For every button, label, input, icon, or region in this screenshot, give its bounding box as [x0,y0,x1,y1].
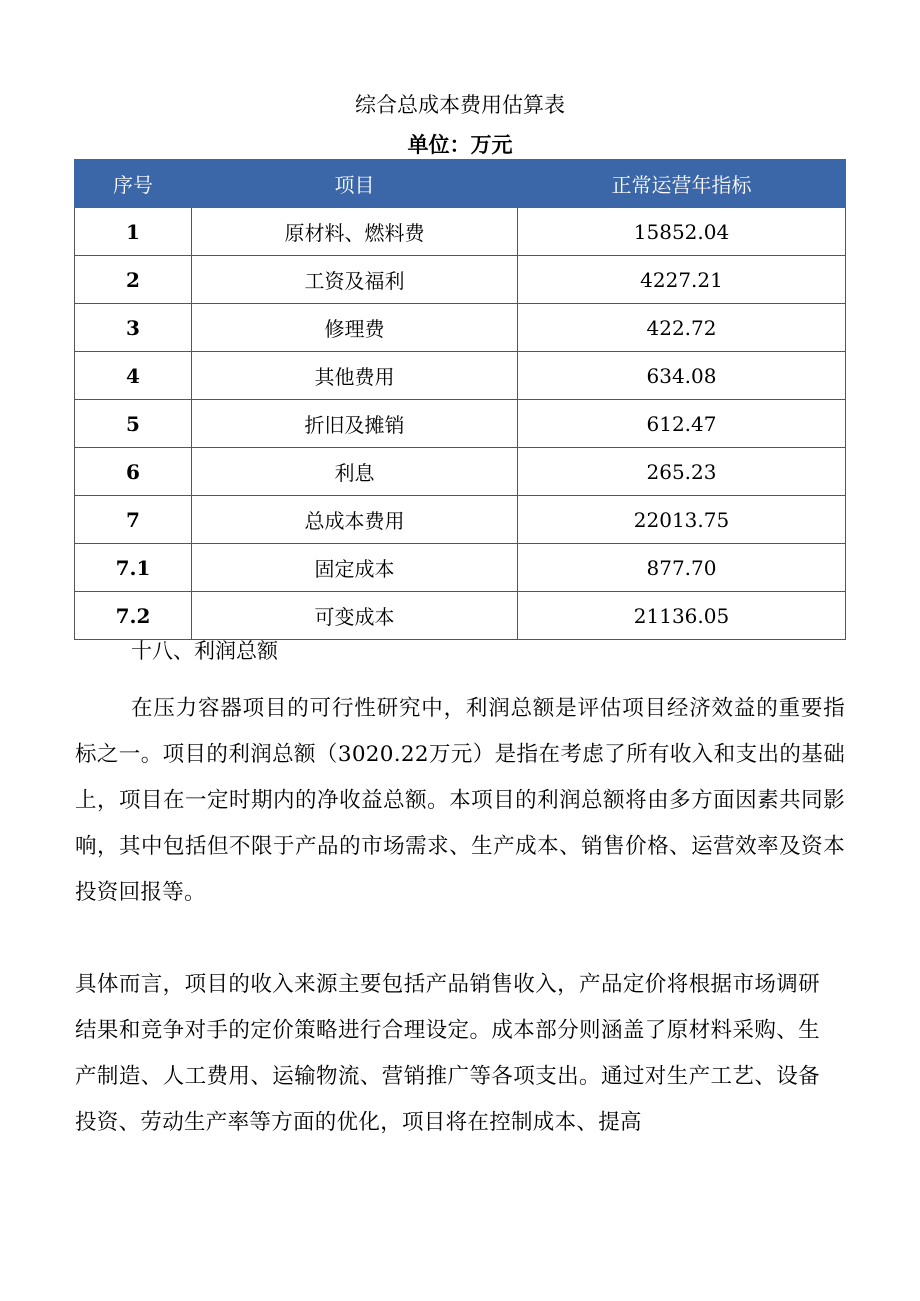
table-row [75,256,846,304]
row-seq: 7.2 [75,592,192,640]
row-value: 612.47 [518,400,846,448]
row-value: 15852.04 [518,208,846,256]
row-value: 634.08 [518,352,846,400]
row-seq: 7.1 [75,544,192,592]
row-item: 其他费用 [192,352,518,400]
table-title: 综合总成本费用估算表 [355,93,565,117]
row-item: 原材料、燃料费 [192,208,518,256]
cost-estimate-table [74,159,846,640]
row-seq: 3 [75,304,192,352]
table-row [75,304,846,352]
header-item: 项目 [192,160,518,208]
header-value: 正常运营年指标 [518,160,846,208]
table-unit: 单位：万元 [407,132,513,157]
row-seq: 4 [75,352,192,400]
row-seq: 5 [75,400,192,448]
row-value: 422.72 [518,304,846,352]
row-item: 修理费 [192,304,518,352]
row-value: 265.23 [518,448,846,496]
row-item: 可变成本 [192,592,518,640]
header-seq: 序号 [75,160,192,208]
table-row [75,592,846,640]
table-row [75,496,846,544]
table-row [75,544,846,592]
row-value: 22013.75 [518,496,846,544]
row-item: 折旧及摊销 [192,400,518,448]
table-row [75,448,846,496]
paragraph-profit-overview: 在压力容器项目的可行性研究中，利润总额是评估项目经济效益的重要指标之一。项目的利润总额（3020.22万元）是指在考虑了所有收入和支出的基础上，项目在一定时期内的净收益总额。本项目的利润总额将由多方面因素共同影响，其中包括但不限于产品的市场需求、生产成本、销售价格、运营效率及资本投资回报等。 [75,696,845,905]
row-item: 总成本费用 [192,496,518,544]
table-row [75,400,846,448]
row-item: 工资及福利 [192,256,518,304]
table-header-row [75,160,846,208]
section-heading: 十八、利润总额 [131,639,278,663]
row-value: 877.70 [518,544,846,592]
row-item: 固定成本 [192,544,518,592]
paragraph-revenue-cost: 具体而言，项目的收入来源主要包括产品销售收入，产品定价将根据市场调研结果和竞争对手的定价策略进行合理设定。成本部分则涵盖了原材料采购、生产制造、人工费用、运输物流、营销推广等各项支出。通过对生产工艺、设备投资、劳动生产率等方面的优化，项目将在控制成本、提高 [75,972,820,1135]
row-seq: 6 [75,448,192,496]
row-value: 21136.05 [518,592,846,640]
table-row [75,208,846,256]
row-value: 4227.21 [518,256,846,304]
row-item: 利息 [192,448,518,496]
row-seq: 7 [75,496,192,544]
table-row [75,352,846,400]
row-seq: 1 [75,208,192,256]
row-seq: 2 [75,256,192,304]
